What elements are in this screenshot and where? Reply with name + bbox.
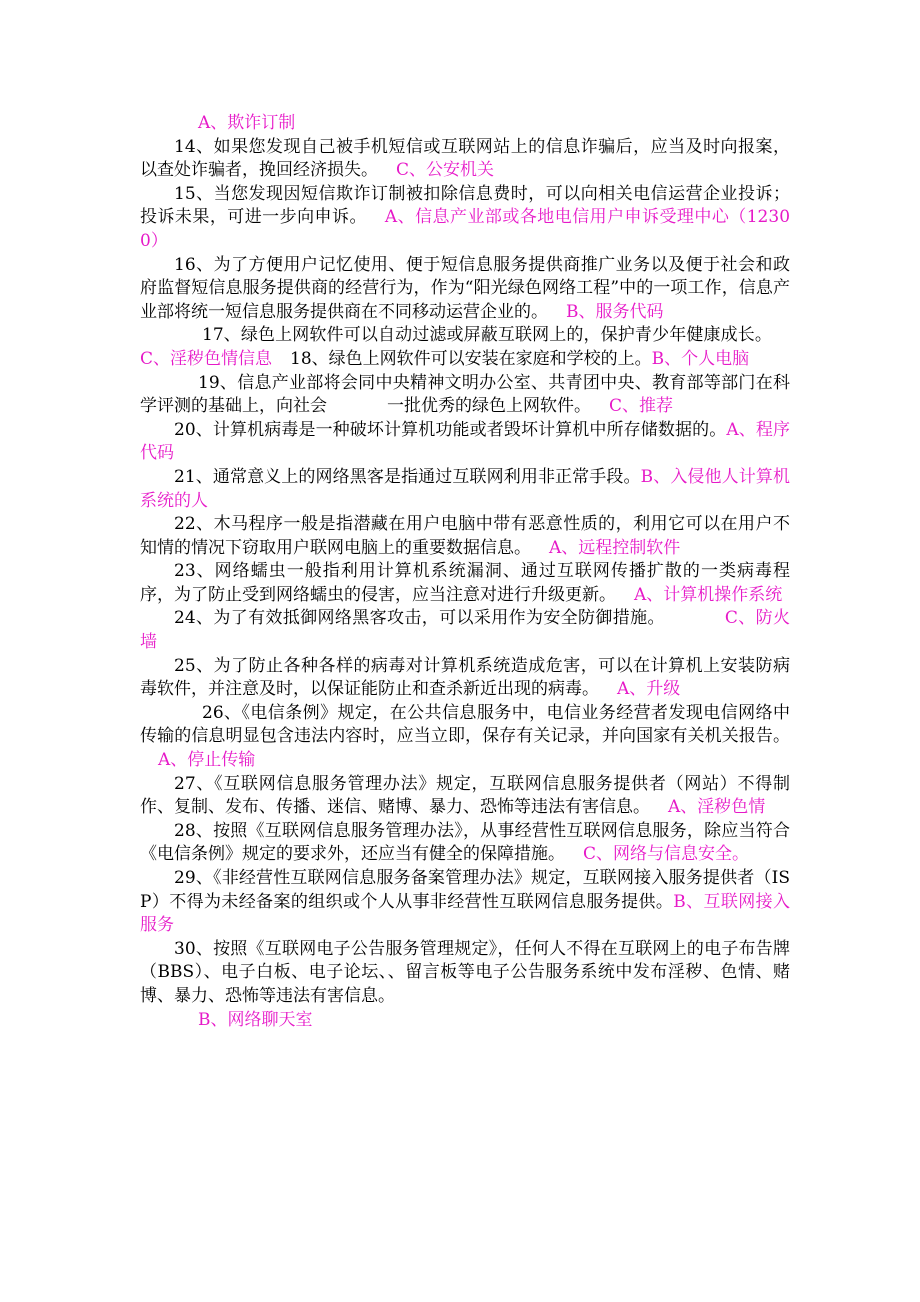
- answer-line-13: [140, 112, 790, 136]
- answer-16: B、服务代码: [566, 301, 664, 322]
- question-15: [140, 183, 790, 254]
- question-text-20: 20、计算机病毒是一种破坏计算机功能或者毁坏计算机中所存储数据的。: [174, 419, 727, 440]
- question-text-19b: 一批优秀的绿色上网软件。: [387, 396, 591, 417]
- question-text-28: 28、按照《互联网信息服务管理办法》，从事经营性互联网信息服务，除应当符合《电信条例》规定的要求外，还应当有健全的保障措施。: [140, 820, 790, 865]
- question-25: [140, 655, 790, 702]
- question-19: [140, 372, 790, 419]
- question-20: [140, 419, 790, 466]
- question-text-21: 21、通常意义上的网络黑客是指通过互联网利用非正常手段。: [174, 466, 641, 487]
- question-text-16: 16、为了方便用户记忆使用、便于短信息服务提供商推广业务以及便于社会和政府监督短信息服务提供商的经营行为，作为“阳光绿色网络工程”中的一项工作，信息产业部将统一短信息服务提供商在不同移动运营企业的。: [140, 254, 790, 322]
- question-text-18: 18、绿色上网软件可以安装在家庭和学校的上。: [290, 348, 652, 369]
- question-21: [140, 466, 790, 513]
- answer-18: B、个人电脑: [651, 348, 750, 369]
- answer-21: B、入侵他人计算机系统的人: [140, 466, 790, 511]
- answer-23: A、计算机操作系统: [634, 584, 783, 605]
- question-text-29: 29、《非经营性互联网信息服务备案管理办法》规定，互联网接入服务提供者（ISP）不得为未经备案的组织或个人从事非经营性互联网信息服务提供。: [140, 868, 790, 912]
- question-text-17: 17、绿色上网软件可以自动过滤或屏蔽互联网上的，保护青少年健康成长。: [202, 325, 772, 346]
- question-14: [140, 136, 790, 183]
- answer-17: C、淫秽色情信息: [140, 348, 273, 369]
- answer-20: A、程序代码: [140, 419, 790, 464]
- question-26: [140, 702, 790, 773]
- answer-27: A、淫秽色情: [668, 797, 766, 818]
- answer-24: C、防火墙: [140, 608, 790, 653]
- question-27: [140, 773, 790, 820]
- question-24: [140, 607, 790, 654]
- answer-22: A、远程控制软件: [549, 537, 681, 558]
- answer-28: C、网络与信息安全。: [583, 844, 750, 865]
- question-text-14: 14、如果您发现自己被手机短信或互联网站上的信息诈骗后，应当及时向报案，以查处诈骗者，挽回经济损失。: [140, 136, 790, 181]
- question-16: [140, 254, 790, 325]
- question-text-22: 22、木马程序一般是指潜藏在用户电脑中带有恶意性质的，利用它可以在用户不知情的情况下窃取用户联网电脑上的重要数据信息。: [140, 514, 790, 558]
- question-17-18: [140, 324, 790, 371]
- answer-15: A、信息产业部或各地电信用户申诉受理中心（12300）: [140, 207, 791, 251]
- question-text-30: 30、按照《互联网电子公告服务管理规定》，任何人不得在互联网上的电子布告牌（BBS）、电子白板、电子论坛、、留言板等电子公告服务系统中发布淫秽、色情、赌博、暴力、恐怖等违法有害信息。: [140, 938, 790, 1006]
- question-text-19: 19、信息产业部将会同中央精神文明办公室、共青团中央、教育部等部门在科学评测的基础上，向社会: [140, 372, 790, 417]
- answer-13: A、欺诈订制: [198, 113, 296, 133]
- question-28: [140, 820, 790, 867]
- answer-25: A、升级: [617, 679, 681, 700]
- question-list: [140, 112, 790, 1032]
- question-text-26: 26、《电信条例》规定，在公共信息服务中，电信业务经营者发现电信网络中传输的信息明显包含违法内容时，应当立即，保存有关记录，并向国家有关机关报告。: [140, 702, 790, 747]
- answer-19: C、推荐: [609, 396, 674, 417]
- answer-29: B、互联网接入服务: [140, 891, 791, 936]
- answer-14: C、公安机关: [396, 160, 495, 181]
- question-22: [140, 513, 790, 560]
- answer-30: B、网络聊天室: [198, 1009, 313, 1030]
- question-30: [140, 938, 790, 1009]
- question-text-27: 27、《互联网信息服务管理办法》规定，互联网信息服务提供者（网站）不得制作、复制、发布、传播、迷信、赌博、暴力、恐怖等违法有害信息。: [140, 773, 790, 818]
- question-text-15: 15、当您发现因短信欺诈订制被扣除信息费时，可以向相关电信运营企业投诉；投诉未果，可进一步向申诉。: [140, 183, 790, 228]
- answer-26: A、停止传输: [158, 750, 256, 771]
- question-text-23: 23、网络蠕虫一般指利用计算机系统漏洞、通过互联网传播扩散的一类病毒程序，为了防止受到网络蠕虫的侵害，应当注意对进行升级更新。: [140, 561, 790, 605]
- question-text-25: 25、为了防止各种各样的病毒对计算机系统造成危害，可以在计算机上安装防病毒软件，并注意及时，以保证能防止和查杀新近出现的病毒。: [140, 655, 790, 700]
- answer-line-30: [140, 1009, 790, 1033]
- question-29: [140, 867, 790, 938]
- question-23: [140, 560, 790, 607]
- question-text-24: 24、为了有效抵御网络黑客攻击，可以采用作为安全防御措施。: [174, 608, 665, 629]
